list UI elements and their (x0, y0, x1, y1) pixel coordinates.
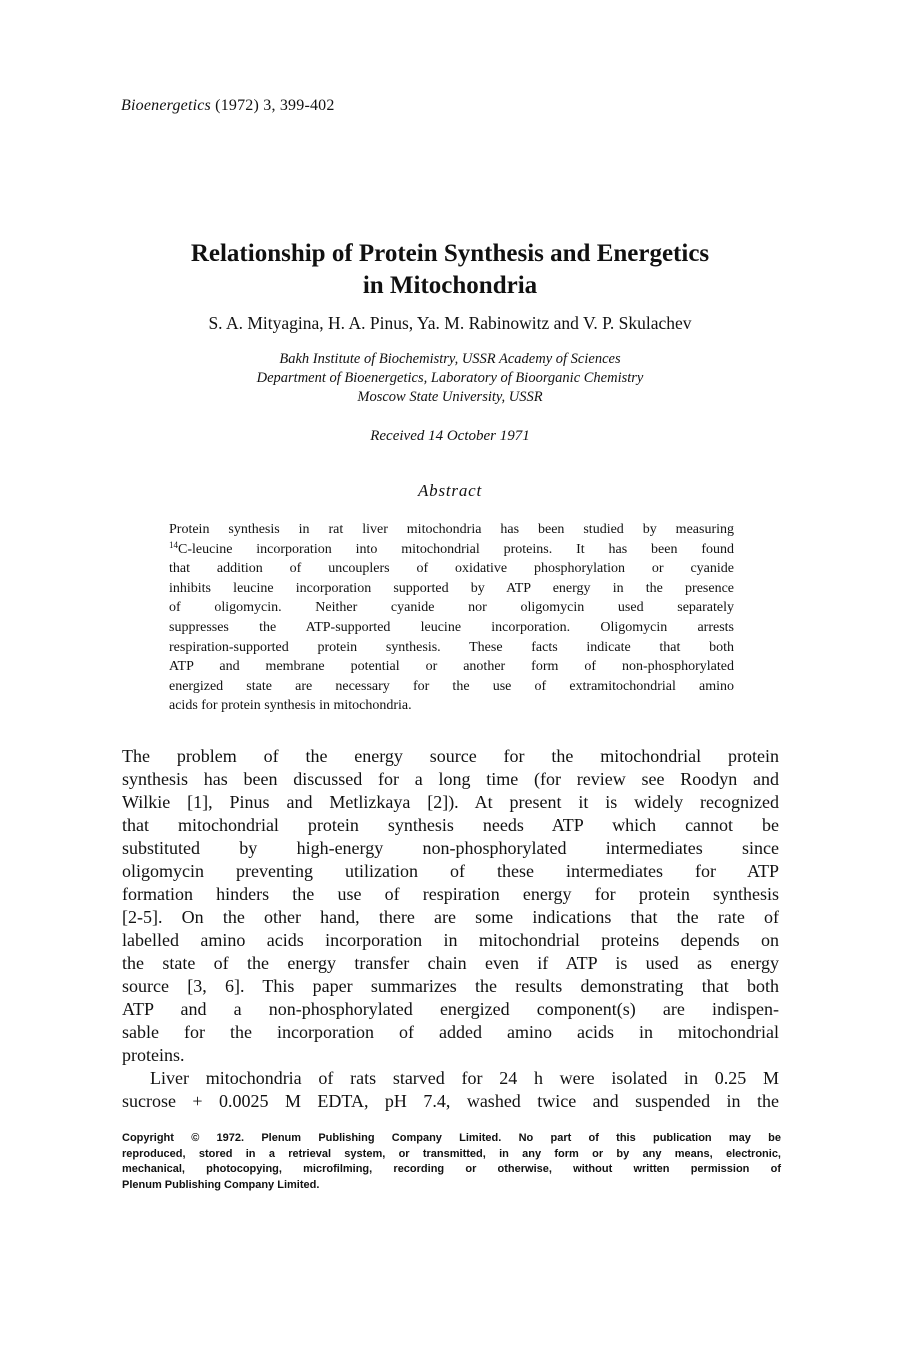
body-line: oligomycin preventing utilization of these intermediates for ATP (122, 861, 779, 881)
body-line: the state of the energy transfer chain even if ATP is used as energy (122, 953, 779, 973)
abstract-line: suppresses the ATP-supported leucine incorporation. Oligomycin arrests (169, 619, 734, 635)
journal-volume-pages: (1972) 3, 399-402 (210, 97, 335, 114)
article-title (100, 238, 800, 302)
copyright-notice (122, 1131, 781, 1193)
body-line: sucrose + 0.0025 M EDTA, pH 7.4, washed twice and suspended in the (122, 1091, 779, 1111)
abstract-line: acids for protein synthesis in mitochondria. (169, 698, 412, 714)
body-line: that mitochondrial protein synthesis needs ATP which cannot be (122, 815, 779, 835)
affiliation-line: Bakh Institute of Biochemistry, USSR Academy of Sciences (279, 351, 621, 367)
main-text (122, 745, 779, 1113)
body-line: proteins. (122, 1045, 185, 1065)
abstract-line: that addition of uncouplers of oxidative phosphorylation or cyanide (169, 561, 734, 577)
abstract-line: inhibits leucine incorporation supported by ATP energy in the presence (169, 580, 734, 596)
affiliations (100, 350, 800, 407)
journal-name: Bioenergetics (121, 97, 211, 114)
body-line: labelled amino acids incorporation in mitochondrial proteins depends on (122, 930, 779, 950)
copyright-line: mechanical, photocopying, microfilming, recording or otherwise, without written permission of (122, 1163, 781, 1175)
abstract-line-text: C-leucine incorporation into mitochondrial proteins. It has been found (178, 541, 734, 557)
abstract-heading: Abstract (417, 481, 482, 500)
affiliation-line: Department of Bioenergetics, Laboratory of Bioorganic Chemistry (256, 370, 644, 386)
body-line: synthesis has been discussed for a long time (for review see Roodyn and (122, 769, 779, 789)
affiliation-line: Moscow State University, USSR (357, 389, 543, 405)
received-date: Received 14 October 1971 (370, 428, 530, 444)
copyright-line: Plenum Publishing Company Limited. (122, 1178, 320, 1191)
title-line: Relationship of Protein Synthesis and Energetics (190, 240, 710, 267)
journal-citation (121, 97, 335, 115)
body-line: source [3, 6]. This paper summarizes the results demonstrating that both (122, 976, 779, 996)
copyright-line: reproduced, stored in a retrieval system, or transmitted, in any form or by any means, electronic, (122, 1147, 781, 1160)
body-line: The problem of the energy source for the mitochondrial protein (122, 746, 779, 766)
body-line: Wilkie [1], Pinus and Metlizkaya [2]). At present it is widely recognized (122, 792, 779, 812)
body-line: substituted by high-energy non-phosphorylated intermediates since (122, 838, 779, 858)
abstract-line: ATP and membrane potential or another form of non-phosphorylated (169, 659, 734, 675)
body-line: Liver mitochondria of rats starved for 24 h were isolated in 0.25 M (150, 1068, 779, 1088)
body-line: formation hinders the use of respiration energy for protein synthesis (122, 884, 779, 904)
author-list: S. A. Mityagina, H. A. Pinus, Ya. M. Rabinowitz and V. P. Skulachev (208, 313, 692, 333)
abstract-body (169, 520, 734, 716)
abstract-line (169, 540, 734, 560)
body-line: sable for the incorporation of added amino acids in mitochondrial (122, 1022, 779, 1042)
body-line: ATP and a non-phosphorylated energized component(s) are indispen- (122, 999, 779, 1019)
body-line: [2-5]. On the other hand, there are some indications that the rate of (122, 907, 779, 927)
copyright-line: Copyright © 1972. Plenum Publishing Company Limited. No part of this publication may be (122, 1132, 781, 1144)
abstract-line: energized state are necessary for the use of extramitochondrial amino (169, 678, 734, 694)
isotope-superscript: 14 (169, 539, 178, 550)
title-line: in Mitochondria (362, 272, 538, 299)
abstract-line: Protein synthesis in rat liver mitochondria has been studied by measuring (169, 522, 734, 537)
abstract-line: respiration-supported protein synthesis. These facts indicate that both (169, 639, 734, 655)
abstract-line: of oligomycin. Neither cyanide nor oligomycin used separately (169, 600, 734, 616)
